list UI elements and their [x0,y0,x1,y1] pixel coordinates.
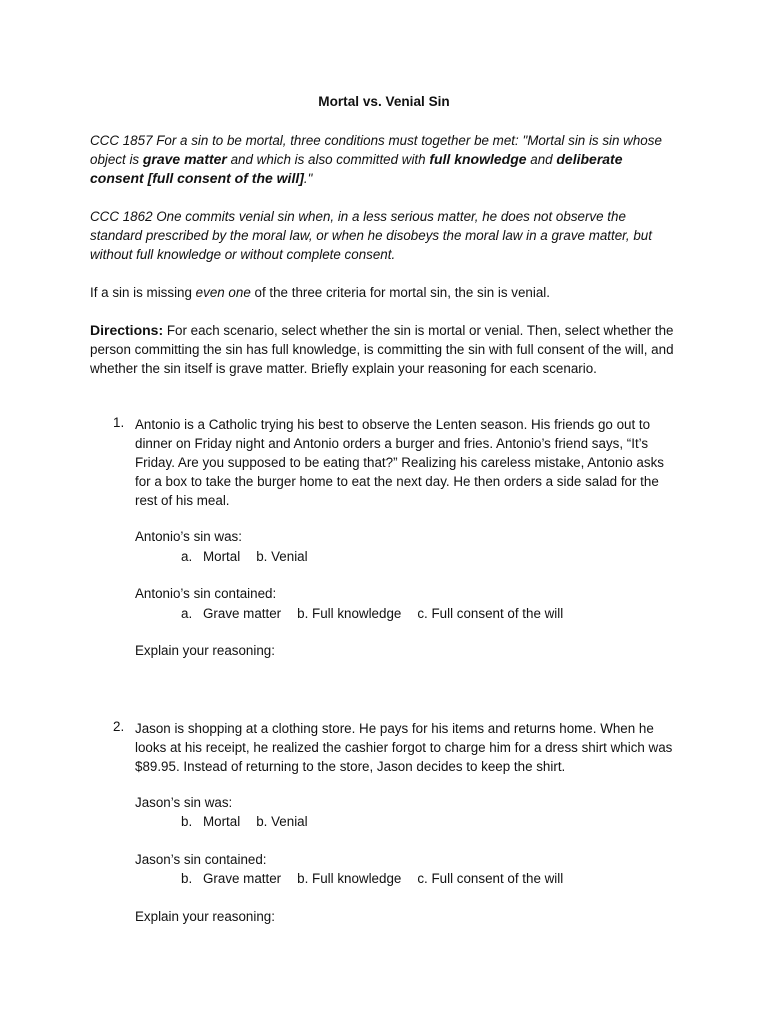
mortal-option[interactable]: Mortal [203,549,241,564]
sin-was-options [181,814,308,829]
missing-text-2: of the three criteria for mortal sin, the sin is venial. [250,285,550,300]
scenario-number: 2. [113,719,125,734]
ccc-1857-text-3: and [526,152,557,167]
missing-text-1: If a sin is missing [90,285,196,300]
ccc-1857-text-1: For a sin to be mortal, three conditions must together be met: "Mortal sin is sin whose object is [90,133,662,167]
scenario-number: 1. [113,415,125,430]
explain-label: Explain your reasoning: [135,643,275,658]
full-consent-option[interactable]: c. Full consent of the will [417,871,564,886]
contained-options [181,871,563,886]
ccc-1857-ref: CCC 1857 [90,133,153,148]
ccc-1857-paragraph [90,131,680,188]
directions-text: For each scenario, select whether the sin is mortal or venial. Then, select whether the person committing the sin has full knowledge, is committing the sin with full consent of the will, and whether the sin itself is grave matter. Briefly explain your reasoning for each scenario. [90,323,674,376]
missing-emphasis: even one [195,285,251,300]
ccc-1857-text-4: ." [303,171,313,186]
ccc-1862-paragraph: CCC 1862 One commits venial sin when, in a less serious matter, he does not observe the standard prescribed by the moral law, or when he disobeys the moral law in a grave matter, but without full knowledge or without complete consent. [90,209,652,262]
option-letter: b. [181,871,193,886]
scenario-text: Jason is shopping at a clothing store. He pays for his items and returns home. When he looks at his receipt, he realized the cashier forgot to charge him for a dress shirt which was $89.95. Instead of returning to the store, Jason decides to keep the shirt. [135,721,673,774]
contained-options [181,606,563,621]
directions-label: Directions: [90,322,164,338]
contained-label: Antonio’s sin contained: [135,586,277,601]
page-title: Mortal vs. Venial Sin [318,94,450,109]
venial-option[interactable]: b. Venial [256,549,308,564]
sin-was-label: Antonio’s sin was: [135,529,242,544]
grave-matter-term: grave matter [142,151,227,167]
full-consent-option[interactable]: c. Full consent of the will [417,606,564,621]
full-knowledge-option[interactable]: b. Full knowledge [297,606,402,621]
ccc-1857-text-2: and which is also committed with [226,152,430,167]
missing-criteria-paragraph [90,283,680,302]
explain-label: Explain your reasoning: [135,909,275,924]
venial-option[interactable]: b. Venial [256,814,308,829]
full-knowledge-term: full knowledge [429,151,527,167]
option-letter: a. [181,549,193,564]
scenario-text: Antonio is a Catholic trying his best to observe the Lenten season. His friends go out to dinner on Friday night and Antonio orders a burger and fries. Antonio’s friend says, “It’s Friday. Are you supposed to be eating that?” Realizing his careless mistake, Antonio asks for a box to take the burger home to eat the next day. He then orders a side salad for the rest of his meal. [135,417,664,508]
sin-was-options [181,549,308,564]
grave-matter-option[interactable]: Grave matter [203,871,282,886]
full-knowledge-option[interactable]: b. Full knowledge [297,871,402,886]
mortal-option[interactable]: Mortal [203,814,241,829]
grave-matter-option[interactable]: Grave matter [203,606,282,621]
directions-paragraph [90,321,680,378]
option-letter: b. [181,814,193,829]
option-letter: a. [181,606,193,621]
contained-label: Jason’s sin contained: [135,852,267,867]
sin-was-label: Jason’s sin was: [135,795,233,810]
deliberate-consent-term: deliberate consent [full consent of the will] [90,151,623,186]
